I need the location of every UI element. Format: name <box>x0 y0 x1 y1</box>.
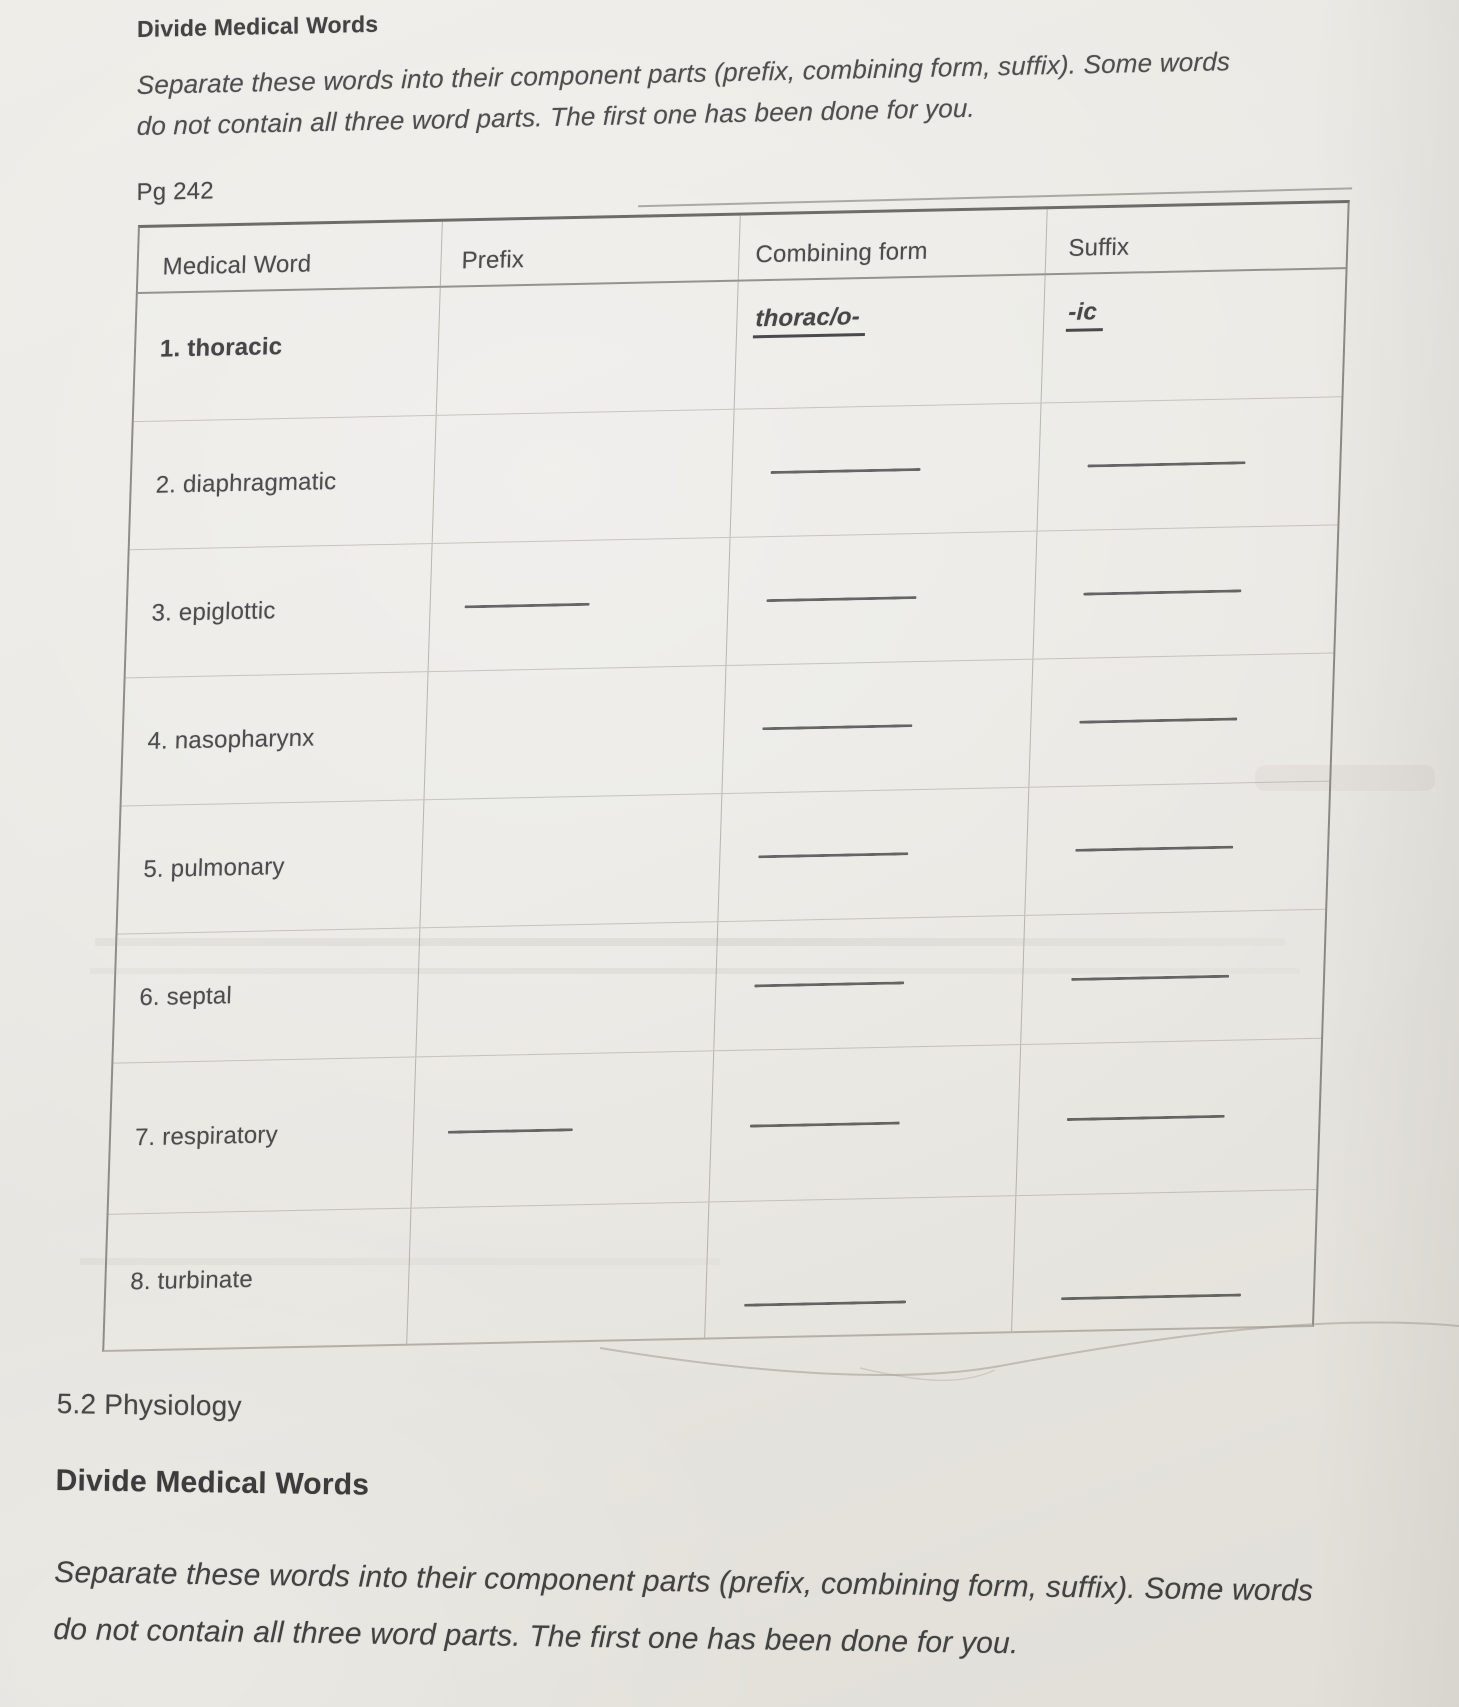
header-label: Prefix <box>461 246 525 275</box>
cell-combining-form <box>713 916 1024 1050</box>
cell-prefix <box>436 282 738 415</box>
cell-prefix <box>432 410 734 543</box>
fill-in-blank-line <box>771 468 921 474</box>
table-row-turbinate <box>104 1189 1316 1350</box>
cell-medical-word <box>130 416 436 549</box>
cell-combining-form <box>730 403 1041 536</box>
medical-word-label: 4. nasopharynx <box>147 723 315 755</box>
page-reference: Pg 242 <box>136 177 214 207</box>
cell-medical-word <box>117 800 423 933</box>
cell-suffix <box>1032 525 1341 658</box>
table-row-nasopharynx <box>122 652 1334 805</box>
table-row-epiglottic <box>126 524 1338 677</box>
cell-suffix <box>1024 782 1333 915</box>
medical-word-label: 8. turbinate <box>129 1265 254 1295</box>
fill-in-blank-line <box>750 1121 900 1127</box>
bottom-section-block <box>53 1388 1457 1679</box>
fill-in-blank-line <box>465 603 590 609</box>
cell-prefix <box>411 1051 714 1207</box>
word-parts-table <box>102 200 1350 1352</box>
cell-combining-form <box>725 532 1036 665</box>
medical-word-label: 5. pulmonary <box>143 852 286 883</box>
section-instructions <box>53 1544 1455 1679</box>
header-label: Combining form <box>755 237 929 269</box>
cell-medical-word <box>122 672 428 805</box>
cell-suffix <box>1041 269 1350 402</box>
cell-suffix <box>1020 910 1329 1044</box>
fill-in-blank-line <box>762 724 912 730</box>
cell-suffix <box>1037 397 1346 530</box>
fill-in-blank-line <box>1083 589 1241 595</box>
fill-in-blank-line <box>1061 1294 1241 1301</box>
fill-in-blank-line <box>1087 461 1245 467</box>
medical-word-label: 2. diaphragmatic <box>155 467 337 499</box>
cell-combining-form <box>721 660 1032 793</box>
fill-in-blank-line <box>1071 974 1229 980</box>
medical-word-label: 1. thoracic <box>159 333 283 363</box>
medical-word-label: 3. epiglottic <box>151 596 277 627</box>
cell-prefix <box>415 922 717 1056</box>
fill-in-blank-line <box>758 852 908 858</box>
instructions-line-2: do not contain all three word parts. The first one has been done for you. <box>136 92 975 142</box>
table-row-thoracic <box>134 269 1346 421</box>
worksheet-title: Divide Medical Words <box>136 10 379 43</box>
cell-medical-word <box>109 1057 416 1213</box>
table-row-pulmonary <box>117 781 1329 934</box>
section-number: 5.2 Physiology <box>56 1388 242 1422</box>
header-cell-medical-word <box>138 222 442 292</box>
fill-in-blank-line <box>744 1300 906 1306</box>
fill-in-blank-line <box>1075 846 1233 852</box>
cell-suffix <box>1015 1039 1325 1195</box>
table-row-septal <box>113 909 1325 1063</box>
cell-suffix <box>1028 653 1337 786</box>
cell-medical-word <box>113 928 419 1062</box>
cell-medical-word <box>104 1209 410 1350</box>
fill-in-blank-line <box>448 1128 573 1134</box>
header-cell-prefix <box>440 216 740 286</box>
cell-suffix <box>1011 1190 1320 1331</box>
instructions-line-2: do not contain all three word parts. The first one has been done for you. <box>53 1612 1019 1661</box>
cell-combining-form <box>717 788 1028 921</box>
section-heading: Divide Medical Words <box>55 1463 370 1502</box>
instructions-line-1: Separate these words into their component parts (prefix, combining form, suffix). Some words <box>136 46 1231 101</box>
medical-word-label: 6. septal <box>138 982 233 1012</box>
cell-combining-form <box>704 1196 1015 1337</box>
header-label: Medical Word <box>162 250 312 281</box>
cell-prefix <box>419 794 721 927</box>
worksheet-instructions <box>137 38 1367 147</box>
fill-in-blank-line <box>754 981 904 987</box>
cell-medical-word <box>134 288 440 421</box>
fill-in-blank-line <box>1079 717 1237 723</box>
instructions-line-1: Separate these words into their component parts (prefix, combining form, suffix). Some words <box>54 1555 1314 1608</box>
header-label: Suffix <box>1068 233 1130 262</box>
cell-prefix <box>428 538 730 671</box>
fill-in-blank-line <box>766 596 916 602</box>
top-instructions-block <box>136 0 1366 207</box>
cell-combining-form <box>708 1045 1020 1201</box>
header-cell-suffix <box>1045 203 1352 273</box>
fill-in-blank-line <box>1067 1114 1225 1120</box>
medical-word-label: 7. respiratory <box>134 1121 279 1152</box>
answer-text: -ic <box>1066 298 1104 332</box>
answer-text: thorac/o- <box>753 303 866 338</box>
table-row-diaphragmatic <box>130 396 1342 549</box>
header-cell-combining-form <box>738 209 1047 279</box>
cell-medical-word <box>126 544 432 677</box>
table-row-respiratory <box>109 1038 1322 1214</box>
cell-prefix <box>423 666 725 799</box>
cell-prefix <box>406 1202 708 1343</box>
cell-combining-form <box>734 275 1045 408</box>
